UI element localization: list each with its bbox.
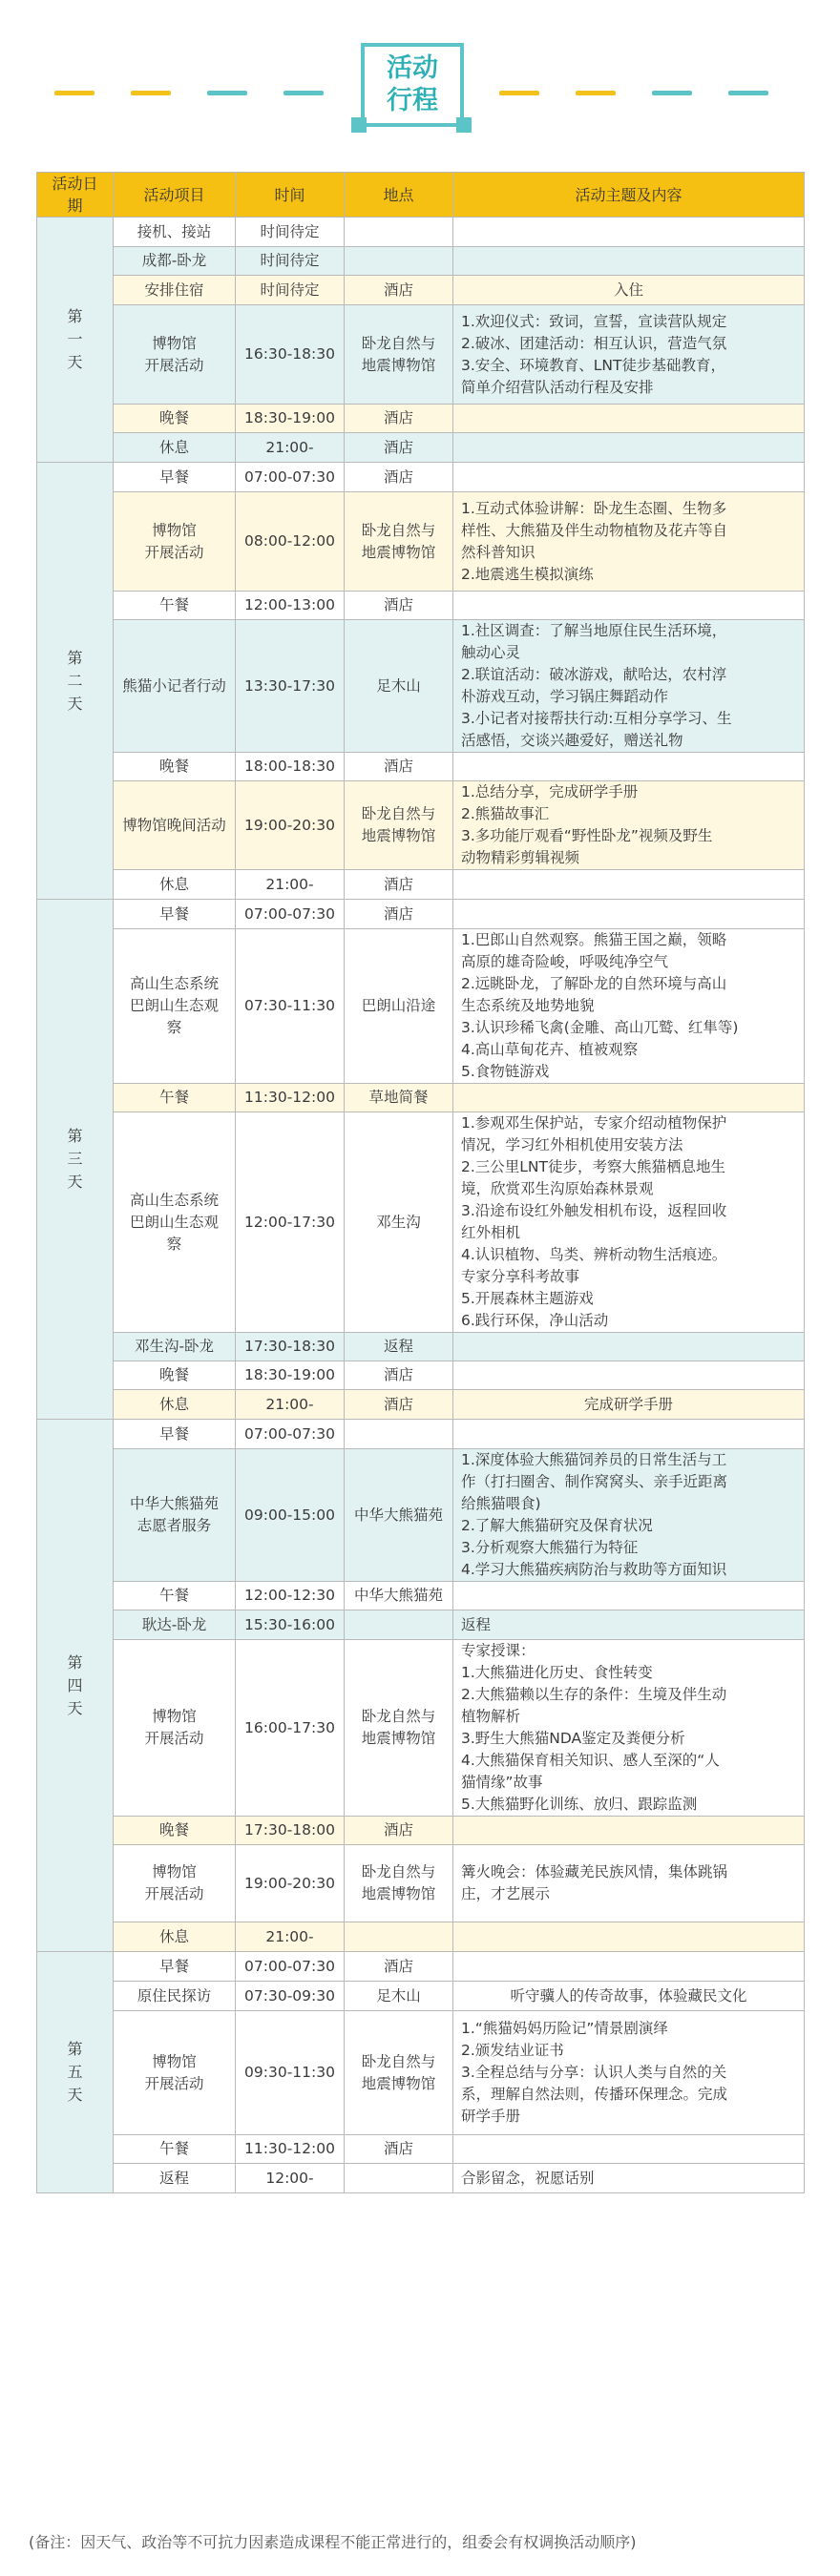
content-cell: 完成研学手册 — [453, 1390, 805, 1420]
day-cell — [37, 1952, 114, 2193]
table-row — [37, 218, 805, 247]
column-header: 活动日期 — [37, 173, 114, 218]
decor-dash — [728, 91, 768, 95]
content-cell — [453, 247, 805, 276]
place-cell — [345, 1922, 453, 1952]
place-cell: 巴朗山沿途 — [345, 929, 453, 1084]
content-cell — [453, 900, 805, 929]
table-row — [37, 1390, 805, 1420]
content-cell — [453, 1582, 805, 1610]
day-label: 第三天 — [67, 1127, 83, 1191]
table-row — [37, 1084, 805, 1112]
activity-cell: 中华大熊猫苑 志愿者服务 — [114, 1449, 236, 1582]
activity-cell: 博物馆 开展活动 — [114, 1845, 236, 1922]
time-cell: 17:30-18:00 — [236, 1817, 345, 1845]
table-row — [37, 592, 805, 620]
decor-dash — [499, 91, 539, 95]
place-cell: 酒店 — [345, 405, 453, 433]
activity-cell: 高山生态系统 巴朗山生态观 察 — [114, 929, 236, 1084]
title-line-1: 活动 — [387, 53, 438, 83]
activity-cell: 午餐 — [114, 1084, 236, 1112]
activity-cell: 博物馆 开展活动 — [114, 1640, 236, 1817]
time-cell: 11:30-12:00 — [236, 1084, 345, 1112]
time-cell: 09:30-11:30 — [236, 2011, 345, 2135]
table-row — [37, 2011, 805, 2135]
content-cell — [453, 1922, 805, 1952]
time-cell: 19:00-20:30 — [236, 1845, 345, 1922]
content-cell: 1.参观邓生保护站，专家介绍动植物保护 情况，学习红外相机使用安装方法 2.三公里LNT徒步，考察大熊猫栖息地生 境，欣赏邓生沟原始森林景观 3.沿途布设红外触发相机布设，返程回收 红外相机 4.认识植物、鸟类、辨析动物生活痕迹。 专家分享科考故事 5.开展森林主题游戏 6.践行环保，净山活动 — [453, 1112, 805, 1333]
table-row — [37, 492, 805, 592]
table-row — [37, 620, 805, 753]
page-title — [365, 52, 460, 117]
table-row — [37, 433, 805, 463]
place-cell — [345, 1610, 453, 1640]
content-cell — [453, 405, 805, 433]
time-cell: 09:00-15:00 — [236, 1449, 345, 1582]
table-row — [37, 463, 805, 492]
content-cell: 返程 — [453, 1610, 805, 1640]
table-row — [37, 305, 805, 405]
table-header-row — [37, 173, 805, 218]
time-cell: 08:00-12:00 — [236, 492, 345, 592]
title-line-2: 行程 — [387, 86, 438, 115]
day-cell — [37, 463, 114, 900]
place-cell: 酒店 — [345, 900, 453, 929]
content-cell — [453, 1084, 805, 1112]
place-cell — [345, 2164, 453, 2193]
place-cell: 酒店 — [345, 1817, 453, 1845]
time-cell: 21:00- — [236, 433, 345, 463]
content-cell — [453, 870, 805, 900]
table-row — [37, 1610, 805, 1640]
activity-cell: 熊猫小记者行动 — [114, 620, 236, 753]
place-cell: 酒店 — [345, 753, 453, 781]
time-cell: 16:00-17:30 — [236, 1640, 345, 1817]
time-cell: 时间待定 — [236, 218, 345, 247]
content-cell: 1.互动式体验讲解：卧龙生态圈、生物多 样性、大熊猫及伴生动物植物及花卉等自 然科普知识 2.地震逃生模拟演练 — [453, 492, 805, 592]
table-row — [37, 1112, 805, 1333]
table-row — [37, 276, 805, 305]
decor-dash — [54, 91, 94, 95]
table-row — [37, 2164, 805, 2193]
place-cell: 酒店 — [345, 433, 453, 463]
table-row — [37, 1952, 805, 1982]
time-cell: 19:00-20:30 — [236, 781, 345, 870]
day-label: 第四天 — [67, 1652, 83, 1717]
column-header: 活动项目 — [114, 173, 236, 218]
table-row — [37, 1640, 805, 1817]
activity-cell: 耿达-卧龙 — [114, 1610, 236, 1640]
decor-dash — [284, 91, 324, 95]
time-cell: 07:00-07:30 — [236, 463, 345, 492]
table-row — [37, 1982, 805, 2011]
time-cell: 21:00- — [236, 1390, 345, 1420]
schedule-table — [36, 172, 805, 2193]
place-cell — [345, 247, 453, 276]
time-cell: 12:00-13:00 — [236, 592, 345, 620]
activity-cell: 早餐 — [114, 463, 236, 492]
table-row — [37, 1449, 805, 1582]
table-row — [37, 900, 805, 929]
place-cell: 酒店 — [345, 463, 453, 492]
activity-cell: 博物馆晚间活动 — [114, 781, 236, 870]
table-row — [37, 929, 805, 1084]
place-cell: 返程 — [345, 1333, 453, 1361]
place-cell: 卧龙自然与 地震博物馆 — [345, 2011, 453, 2135]
activity-cell: 休息 — [114, 870, 236, 900]
activity-cell: 邓生沟-卧龙 — [114, 1333, 236, 1361]
table-row — [37, 1333, 805, 1361]
table-row — [37, 753, 805, 781]
time-cell: 21:00- — [236, 1922, 345, 1952]
footnote: (备注：因天气、政治等不可抗力因素造成课程不能正常进行的，组委会有权调换活动顺序) — [29, 2533, 637, 2551]
column-header: 活动主题及内容 — [453, 173, 805, 218]
activity-cell: 博物馆 开展活动 — [114, 492, 236, 592]
table-row — [37, 1420, 805, 1449]
time-cell: 12:00-12:30 — [236, 1582, 345, 1610]
time-cell: 13:30-17:30 — [236, 620, 345, 753]
place-cell: 草地简餐 — [345, 1084, 453, 1112]
title-corner-decor — [351, 117, 367, 133]
activity-cell: 原住民探访 — [114, 1982, 236, 2011]
time-cell: 16:30-18:30 — [236, 305, 345, 405]
place-cell: 酒店 — [345, 1390, 453, 1420]
place-cell — [345, 1420, 453, 1449]
activity-cell: 博物馆 开展活动 — [114, 305, 236, 405]
decor-dash — [576, 91, 616, 95]
place-cell: 足木山 — [345, 620, 453, 753]
table-row — [37, 1582, 805, 1610]
activity-cell: 博物馆 开展活动 — [114, 2011, 236, 2135]
content-cell: 1.深度体验大熊猫饲养员的日常生活与工 作（打扫圈舍、制作窝窝头、亲手近距离 给熊猫喂食) 2.了解大熊猫研究及保育状况 3.分析观察大熊猫行为特征 4.学习大熊猫疾病防治与救助等方面知识 — [453, 1449, 805, 1582]
content-cell — [453, 1333, 805, 1361]
content-cell: 专家授课： 1.大熊猫进化历史、食性转变 2.大熊猫赖以生存的条件：生境及伴生动 植物解析 3.野生大熊猫NDA鉴定及粪便分析 4.大熊猫保育相关知识、感人至深的“人 猫情缘”故事 5.大熊猫野化训练、放归、跟踪监测 — [453, 1640, 805, 1817]
activity-cell: 午餐 — [114, 2135, 236, 2164]
day-cell — [37, 218, 114, 463]
place-cell: 酒店 — [345, 2135, 453, 2164]
time-cell: 07:30-09:30 — [236, 1982, 345, 2011]
content-cell: 入住 — [453, 276, 805, 305]
time-cell: 07:00-07:30 — [236, 1952, 345, 1982]
day-cell — [37, 1420, 114, 1952]
table-row — [37, 870, 805, 900]
time-cell: 07:00-07:30 — [236, 900, 345, 929]
content-cell — [453, 1361, 805, 1390]
activity-cell: 高山生态系统 巴朗山生态观 察 — [114, 1112, 236, 1333]
activity-cell: 午餐 — [114, 592, 236, 620]
content-cell — [453, 1420, 805, 1449]
day-cell — [37, 900, 114, 1420]
place-cell: 卧龙自然与 地震博物馆 — [345, 305, 453, 405]
time-cell: 18:30-19:00 — [236, 1361, 345, 1390]
content-cell — [453, 592, 805, 620]
time-cell: 时间待定 — [236, 247, 345, 276]
content-cell — [453, 218, 805, 247]
content-cell: 篝火晚会：体验藏羌民族风情，集体跳锅 庄，才艺展示 — [453, 1845, 805, 1922]
activity-cell: 晚餐 — [114, 1817, 236, 1845]
place-cell — [345, 218, 453, 247]
column-header: 时间 — [236, 173, 345, 218]
activity-cell: 成都-卧龙 — [114, 247, 236, 276]
activity-cell: 早餐 — [114, 1952, 236, 1982]
content-cell: 1.巴郎山自然观察。熊猫王国之巅，领略 高原的雄奇险峻，呼吸纯净空气 2.远眺卧龙，了解卧龙的自然环境与高山 生态系统及地势地貌 3.认识珍稀飞禽(金雕、高山兀鹫、红隼等) 4.高山草甸花卉、植被观察 5.食物链游戏 — [453, 929, 805, 1084]
table-row — [37, 1361, 805, 1390]
place-cell: 邓生沟 — [345, 1112, 453, 1333]
place-cell: 卧龙自然与 地震博物馆 — [345, 1845, 453, 1922]
content-cell — [453, 753, 805, 781]
table-row — [37, 781, 805, 870]
activity-cell: 休息 — [114, 1922, 236, 1952]
page-header — [0, 0, 840, 172]
table-row — [37, 1845, 805, 1922]
table-body — [37, 218, 805, 2193]
time-cell: 17:30-18:30 — [236, 1333, 345, 1361]
content-cell: 1.总结分享，完成研学手册 2.熊猫故事汇 3.多功能厅观看“野性卧龙”视频及野生 动物精彩剪辑视频 — [453, 781, 805, 870]
content-cell — [453, 1817, 805, 1845]
day-label: 第一天 — [67, 307, 83, 371]
table-row — [37, 1922, 805, 1952]
activity-cell: 早餐 — [114, 900, 236, 929]
place-cell: 足木山 — [345, 1982, 453, 2011]
place-cell: 酒店 — [345, 276, 453, 305]
content-cell — [453, 463, 805, 492]
time-cell: 21:00- — [236, 870, 345, 900]
activity-cell: 返程 — [114, 2164, 236, 2193]
time-cell: 18:30-19:00 — [236, 405, 345, 433]
content-cell — [453, 2135, 805, 2164]
title-corner-decor — [456, 117, 472, 133]
content-cell — [453, 1952, 805, 1982]
content-cell — [453, 433, 805, 463]
time-cell: 07:30-11:30 — [236, 929, 345, 1084]
place-cell: 卧龙自然与 地震博物馆 — [345, 781, 453, 870]
time-cell: 12:00-17:30 — [236, 1112, 345, 1333]
activity-cell: 早餐 — [114, 1420, 236, 1449]
time-cell: 时间待定 — [236, 276, 345, 305]
place-cell: 中华大熊猫苑 — [345, 1449, 453, 1582]
activity-cell: 接机、接站 — [114, 218, 236, 247]
place-cell: 酒店 — [345, 870, 453, 900]
day-label: 第五天 — [67, 2040, 83, 2104]
activity-cell: 休息 — [114, 1390, 236, 1420]
table-row — [37, 405, 805, 433]
time-cell: 12:00- — [236, 2164, 345, 2193]
table-row — [37, 2135, 805, 2164]
decor-dash — [652, 91, 692, 95]
place-cell: 卧龙自然与 地震博物馆 — [345, 1640, 453, 1817]
place-cell: 酒店 — [345, 1952, 453, 1982]
activity-cell: 安排住宿 — [114, 276, 236, 305]
day-label: 第二天 — [67, 648, 83, 713]
activity-cell: 晚餐 — [114, 1361, 236, 1390]
content-cell: 1.欢迎仪式：致词，宣誓，宣读营队规定 2.破冰、团建活动：相互认识，营造气氛 3.安全、环境教育、LNT徒步基础教育， 简单介绍营队活动行程及安排 — [453, 305, 805, 405]
content-cell: 1.“熊猫妈妈历险记”情景剧演绎 2.颁发结业证书 3.全程总结与分享：认识人类与自然的关 系，理解自然法则，传播环保理念。完成 研学手册 — [453, 2011, 805, 2135]
time-cell: 11:30-12:00 — [236, 2135, 345, 2164]
table-row — [37, 247, 805, 276]
content-cell: 合影留念，祝愿话别 — [453, 2164, 805, 2193]
decor-dash — [131, 91, 171, 95]
activity-cell: 晚餐 — [114, 753, 236, 781]
table-row — [37, 1817, 805, 1845]
time-cell: 15:30-16:00 — [236, 1610, 345, 1640]
content-cell: 1.社区调查：了解当地原住民生活环境， 触动心灵 2.联谊活动：破冰游戏，献哈达，农村淳 朴游戏互动，学习锅庄舞蹈动作 3.小记者对接帮扶行动:互相分享学习、生 活感悟，交谈兴趣爱好，赠送礼物 — [453, 620, 805, 753]
content-cell: 听守骥人的传奇故事，体验藏民文化 — [453, 1982, 805, 2011]
time-cell: 07:00-07:30 — [236, 1420, 345, 1449]
column-header: 地点 — [345, 173, 453, 218]
title-box — [361, 43, 464, 127]
activity-cell: 午餐 — [114, 1582, 236, 1610]
activity-cell: 晚餐 — [114, 405, 236, 433]
place-cell: 酒店 — [345, 1361, 453, 1390]
place-cell: 卧龙自然与 地震博物馆 — [345, 492, 453, 592]
place-cell: 酒店 — [345, 592, 453, 620]
place-cell: 中华大熊猫苑 — [345, 1582, 453, 1610]
activity-cell: 休息 — [114, 433, 236, 463]
decor-dash — [207, 91, 247, 95]
time-cell: 18:00-18:30 — [236, 753, 345, 781]
